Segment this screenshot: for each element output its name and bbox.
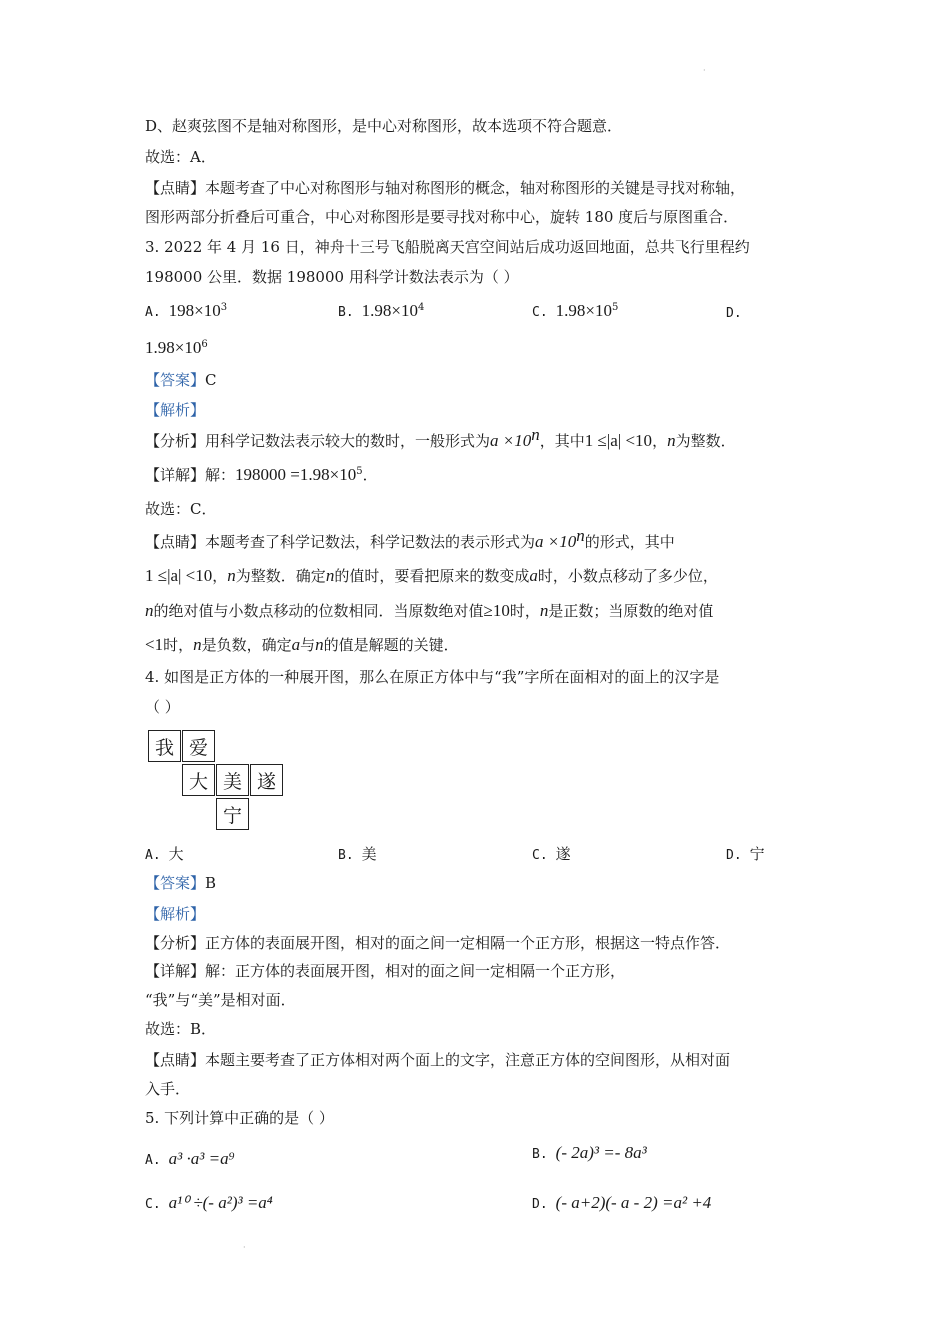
option-value: a¹⁰ ÷(- a²)³ =a⁴ bbox=[168, 1193, 273, 1212]
text: 的绝对值与小数点移动的位数相同．当原数绝对值 bbox=[153, 602, 484, 620]
text: 的值时，要看把原来的数变成 bbox=[334, 567, 530, 585]
option-exponent: 4 bbox=[418, 302, 425, 313]
math-exp: n bbox=[531, 425, 540, 444]
q3-stem-line2: 198000 公里．数据 198000 用科学计数法表示为（ ） bbox=[145, 268, 519, 286]
net-cell-da: 大 bbox=[182, 764, 215, 796]
net-cell-wo: 我 bbox=[148, 730, 181, 762]
math-n: n bbox=[193, 635, 202, 654]
q4-option-c[interactable] bbox=[532, 843, 571, 867]
tag-dianjing: 【点睛】 bbox=[145, 179, 206, 197]
q3-dianjing-4 bbox=[145, 635, 459, 655]
q3-choose: 故选：C． bbox=[145, 500, 217, 518]
q3-answer bbox=[145, 370, 217, 390]
cube-net-figure bbox=[148, 730, 288, 834]
text: 用科学记数法表示较大的数时，一般形式为 bbox=[205, 432, 491, 450]
q4-xiangjie-2: “我”与“美”是相对面． bbox=[145, 991, 296, 1009]
tag-answer: 【答案】 bbox=[145, 371, 206, 389]
math-n: n bbox=[145, 601, 154, 620]
tag-answer: 【答案】 bbox=[145, 874, 206, 892]
option-exponent: 5 bbox=[612, 302, 619, 313]
text: 的形式，其中 bbox=[584, 533, 675, 551]
option-label: D. bbox=[532, 1197, 548, 1212]
q4-stem-line1: 4. 如图是正方体的一种展开图，那么在原正方体中与“我”字所在面相对的面上的汉字是 bbox=[145, 668, 720, 686]
answer-value: C bbox=[205, 371, 217, 389]
math-lt1: <1 bbox=[145, 635, 164, 654]
text: ，其中 bbox=[539, 432, 585, 450]
option-label: D. bbox=[726, 848, 742, 863]
line-choose-a: 故选：A． bbox=[145, 148, 216, 166]
q3-xiangjie bbox=[145, 465, 378, 485]
text: 时， bbox=[163, 636, 194, 654]
q3-dianjing-2 bbox=[145, 566, 718, 586]
q3-option-d-value bbox=[145, 337, 208, 359]
text: 的值是解题的关键． bbox=[323, 636, 459, 654]
q4-option-a[interactable] bbox=[145, 843, 184, 867]
text: 本题考查了科学记数法，科学记数法的表示形式为 bbox=[205, 533, 536, 551]
math-a: a bbox=[291, 635, 301, 654]
math-exp: 5 bbox=[356, 466, 363, 477]
q3-option-b[interactable] bbox=[338, 300, 424, 324]
tag-fenxi: 【分析】 bbox=[145, 432, 206, 450]
text: 解： bbox=[205, 466, 236, 484]
option-exponent: 3 bbox=[220, 302, 228, 313]
math-range: 1 ≤|a| <10 bbox=[584, 431, 653, 450]
q4-dianjing-2: 入手． bbox=[145, 1080, 191, 1098]
line-dianjing-q2 bbox=[145, 178, 745, 198]
option-value: 1.98×10 bbox=[361, 301, 418, 320]
math-ge10: ≥10 bbox=[483, 601, 510, 620]
text: 为整数．确定 bbox=[235, 567, 326, 585]
q5-option-b[interactable] bbox=[532, 1142, 647, 1166]
q4-fenxi bbox=[145, 933, 730, 953]
answer-value: B bbox=[205, 874, 217, 892]
q5-option-c[interactable] bbox=[145, 1192, 273, 1216]
line-dianjing-q2-cont: 图形两部分折叠后可重合，中心对称图形是要寻找对称中心，旋转 180 度后与原图重合． bbox=[145, 208, 739, 226]
math-exp: n bbox=[576, 526, 585, 545]
q4-dianjing bbox=[145, 1050, 730, 1070]
option-label: C. bbox=[532, 305, 548, 320]
q4-option-b[interactable] bbox=[338, 843, 377, 867]
option-value: 1.98×10 bbox=[555, 301, 612, 320]
q3-dianjing-3 bbox=[145, 601, 713, 621]
option-value: (- a+2)(- a - 2) =a² +4 bbox=[555, 1193, 712, 1212]
q3-stem-line1: 3. 2022 年 4 月 16 日，神舟十三号飞船脱离天宫空间站后成功返回地面，总共飞行里程约 bbox=[145, 238, 750, 256]
text: ， bbox=[652, 432, 668, 450]
text: 时， bbox=[509, 602, 540, 620]
net-cell-sui: 遂 bbox=[250, 764, 283, 796]
scan-dot: · bbox=[243, 1243, 246, 1252]
math-range: 1 ≤|a| <10 bbox=[145, 566, 213, 585]
net-cell-ning: 宁 bbox=[216, 798, 249, 830]
q4-answer bbox=[145, 873, 216, 893]
option-label: B. bbox=[338, 848, 354, 863]
q4-choose: 故选：B． bbox=[145, 1020, 217, 1038]
tag-fenxi: 【分析】 bbox=[145, 934, 206, 952]
math-a: a bbox=[529, 566, 538, 585]
text: 本题主要考查了正方体相对两个面上的文字，注意正方体的空间图形，从相对面 bbox=[205, 1051, 731, 1069]
option-exponent: 6 bbox=[201, 339, 208, 350]
math-n: n bbox=[539, 601, 549, 620]
option-label: A. bbox=[145, 1153, 161, 1168]
math-eq: 198000 =1.98×10 bbox=[235, 465, 357, 484]
option-value: 美 bbox=[361, 845, 377, 863]
option-value: 遂 bbox=[555, 845, 571, 863]
math-n: n bbox=[227, 566, 236, 585]
option-label: B. bbox=[338, 305, 354, 320]
q3-option-d[interactable] bbox=[726, 301, 750, 325]
text: 为整数． bbox=[675, 432, 736, 450]
tag-dianjing: 【点睛】 bbox=[145, 533, 206, 551]
text: ． bbox=[362, 466, 378, 484]
option-label: C. bbox=[532, 848, 548, 863]
option-label: C. bbox=[145, 1197, 161, 1212]
option-value: a³ ·a³ =a⁹ bbox=[168, 1149, 235, 1168]
q4-xiangjie bbox=[145, 961, 625, 981]
text: 与 bbox=[300, 636, 316, 654]
text: 时，小数点移动了多少位， bbox=[537, 567, 718, 585]
text: ， bbox=[212, 567, 228, 585]
math-n: n bbox=[325, 566, 335, 585]
q3-fenxi bbox=[145, 425, 736, 451]
option-label: B. bbox=[532, 1147, 548, 1162]
math-n: n bbox=[667, 431, 676, 450]
q3-analysis-tag: 【解析】 bbox=[145, 401, 206, 419]
q4-option-d[interactable] bbox=[726, 843, 765, 867]
net-cell-mei: 美 bbox=[216, 764, 249, 796]
scan-dot: · bbox=[703, 66, 706, 75]
math-sci: a ×10 bbox=[535, 532, 577, 551]
q3-option-c[interactable] bbox=[532, 300, 618, 324]
math-n: n bbox=[315, 635, 324, 654]
option-label: A. bbox=[145, 305, 161, 320]
q5-stem: 5. 下列计算中正确的是（ ） bbox=[145, 1109, 334, 1127]
option-value: 198×10 bbox=[168, 301, 221, 320]
tag-xiangjie: 【详解】 bbox=[145, 962, 206, 980]
net-cell-ai: 爱 bbox=[182, 730, 215, 762]
text: 解：正方体的表面展开图，相对的面之间一定相隔一个正方形， bbox=[205, 962, 626, 980]
option-label: A. bbox=[145, 848, 161, 863]
q5-option-a[interactable] bbox=[145, 1148, 234, 1172]
q3-dianjing-1 bbox=[145, 526, 675, 552]
math-sci: a ×10 bbox=[490, 431, 532, 450]
option-label: D. bbox=[726, 306, 742, 321]
option-value: 1.98×10 bbox=[145, 338, 202, 357]
option-value: 宁 bbox=[749, 845, 765, 863]
dianjing-text: 本题考查了中心对称图形与轴对称图形的概念，轴对称图形的关键是寻找对称轴， bbox=[205, 179, 746, 197]
tag-dianjing: 【点睛】 bbox=[145, 1051, 206, 1069]
option-value: 大 bbox=[168, 845, 184, 863]
q5-option-d[interactable] bbox=[532, 1192, 711, 1216]
text: 是负数，确定 bbox=[201, 636, 292, 654]
text: 是正数；当原数的绝对值 bbox=[548, 602, 714, 620]
q3-option-a[interactable] bbox=[145, 300, 227, 324]
line-option-d-explanation: D、赵爽弦图不是轴对称图形，是中心对称图形，故本选项不符合题意． bbox=[145, 117, 623, 135]
q4-analysis-tag: 【解析】 bbox=[145, 905, 206, 923]
text: 正方体的表面展开图，相对的面之间一定相隔一个正方形，根据这一特点作答． bbox=[205, 934, 731, 952]
q4-stem-line2: （ ） bbox=[145, 698, 180, 716]
option-value: (- 2a)³ =- 8a³ bbox=[555, 1143, 647, 1162]
tag-xiangjie: 【详解】 bbox=[145, 466, 206, 484]
